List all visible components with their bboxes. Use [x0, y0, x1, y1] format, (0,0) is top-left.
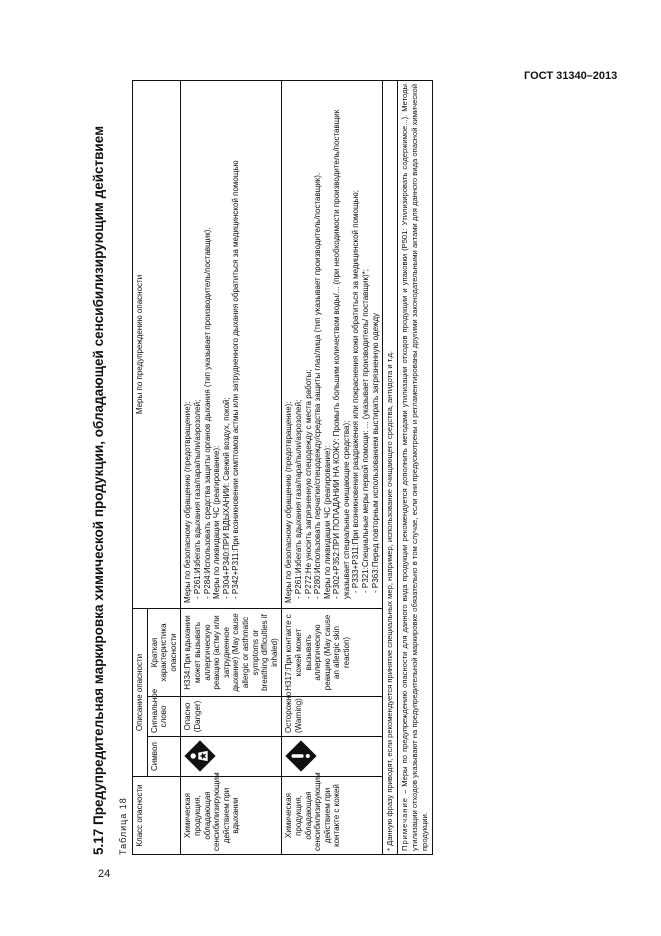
hazard-class-cell: Химическая продукция, обладающая сенсибилизирующим действием при вдыхании — [181, 777, 282, 855]
precaution-line: - Р333+Р311:При возникновении раздражения или покраснения кожи обратиться за медицинской помощью; — [351, 190, 361, 593]
table-note — [398, 81, 433, 855]
precaution-line: - Р284:Использовать средства защиты органов дыхания (тип указывает производитель/поставщик). — [202, 227, 212, 599]
precaution-line: - Р302+Р352:ПРИ ПОПАДАНИИ НА КОЖУ: Промыть большим количеством воды/... (при необходимости производитель/поставщик указывает специальные очищающие средства); — [332, 109, 351, 599]
header-symbol: Символ — [147, 737, 181, 777]
precaution-line: Меры по ликвидации ЧС (реагирование): — [212, 445, 222, 599]
header-description: Описание опасности — [133, 608, 148, 776]
table-label: Таблица 18 — [118, 797, 128, 855]
rotated-content — [90, 80, 530, 855]
table-row — [181, 81, 282, 855]
precaution-line: - Р280:Использовать перчатки/спецодежду/средства защиты глаз/лица (тип указывает производитель/поставщик). — [313, 172, 323, 599]
table-row — [282, 81, 383, 855]
precaution-line: - Р363:Перед повторным использованием выстирать загрязненную одежду — [370, 312, 380, 593]
header-precautions: Меры по предупреждению опасности — [133, 81, 181, 609]
precaution-line: Меры по безопасному обращению (предотвращение): — [183, 401, 193, 603]
note-text: – Меры по предупреждению опасности для данного вида продукции рекомендуется дополнить методами утилизации отходов продукции и упаковки (Р501: Утилизировать содержимое...). Методы утилизации отходов указывают на предупредительной маркировке обязательно в том случае, если они предусмотрены и регламентированы другими законодательными актами для данного вида опасной химической продукции. — [400, 84, 430, 851]
precaution-line: Меры по ликвидации ЧС (реагирование): — [322, 445, 332, 599]
header-short-statement: Краткая характеристика опасности — [147, 608, 181, 696]
health-hazard-icon — [183, 739, 217, 773]
hazard-table — [132, 80, 433, 855]
symbol-cell — [181, 737, 282, 777]
exclamation-mark-icon — [284, 739, 318, 773]
precautions-cell — [181, 81, 282, 609]
page-number: 24 — [98, 868, 111, 880]
precaution-line: - Р261:Избегать вдыхания газа/пара/пыли/аэрозолей; — [293, 399, 303, 599]
precaution-line: Меры по безопасному обращению (предотвращение): — [284, 401, 294, 603]
signal-word-cell: Осторожно (Warning) — [282, 697, 383, 737]
short-statement-cell: H334:При вдыхании может вызывать аллергическую реакцию (астму или затрудненное дыхание) (May cause allergic or asthmatic symptoms or breathing difficulties if inhaled) — [181, 608, 282, 696]
precaution-line: - Р342+Р311:При возникновении симптомов астмы или затрудненного дыхания обратиться за медицинской помощью — [231, 160, 241, 599]
hazard-class-cell: Химическая продукция, обладающая сенсибилизирующим действием при контакте с кожей — [282, 777, 383, 855]
table-footnote: * Данную фразу приводят, если рекомендуется принятие специальных мер, например, использование очищающего средства, антидота и т.д. — [383, 81, 398, 855]
standard-code: ГОСТ 31340–2013 — [524, 70, 618, 82]
signal-word-cell: Опасно (Danger) — [181, 697, 282, 737]
header-hazard-class: Класс опасности — [133, 777, 181, 855]
precaution-line: - Р304+Р340:ПРИ ВДЫХАНИИ: Свежий воздух, покой; — [221, 397, 231, 599]
note-label: Примечание — [400, 797, 410, 851]
precaution-line: - Р261:Избегать вдыхания газа/пара/пыли/аэрозолей; — [192, 399, 202, 599]
precaution-line: - Р272:Не уносить загрязненную спецодежду с места работы; — [303, 369, 313, 599]
precaution-line: - Р321:Специальные меры первой помощи: ... (указывает производитель/ поставщик)*; — [361, 269, 371, 593]
short-statement-cell: H317:При контакте с кожей может вызывать аллергическую реакцию (May cause an allergic skin reaction) — [282, 608, 383, 696]
section-title: 5.17 Предупредительная маркировка химической продукции, обладающей сенсибилизирующим действием — [91, 125, 106, 855]
precautions-cell — [282, 81, 383, 609]
symbol-cell — [282, 737, 383, 777]
header-signal-word: Сигнальное слово — [147, 697, 181, 737]
